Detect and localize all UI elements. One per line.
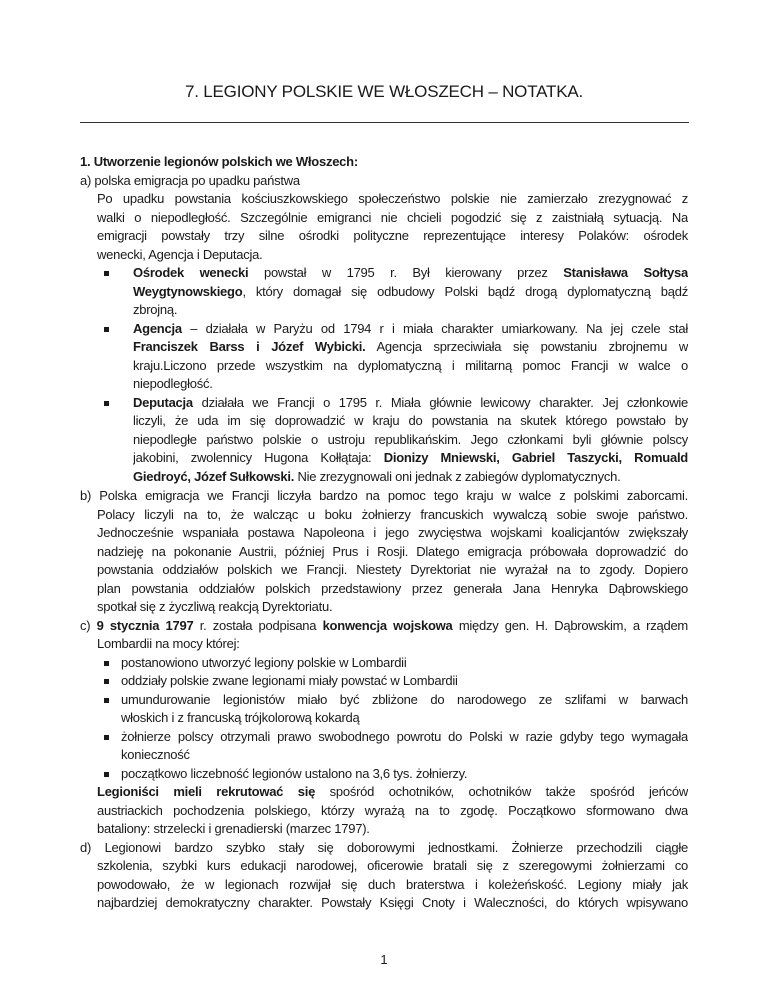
square-bullet-icon: [104, 271, 109, 276]
page-number: 1: [380, 952, 388, 967]
text: początkowo liczebność legionów ustalono na 3,6 tys. żołnierzy.: [121, 765, 468, 781]
square-bullet-icon: [104, 401, 109, 406]
text-line: [97, 635, 688, 653]
text: zbrojną.: [133, 302, 178, 317]
text: walki o niepodległość. Szczególnie emigranci nie chcieli pogodzić się z zaistniałą sytuacją. Na: [97, 209, 688, 225]
bold-text: Stanisława Sołtysa: [563, 265, 688, 280]
text-line: [133, 394, 688, 412]
text: żołnierze polscy otrzymali prawo swobodnego powrotu do Polski w razie gdyby tego wymagała: [121, 728, 688, 744]
bold-text: Ośrodek wenecki: [133, 265, 249, 280]
bold-text: Agencja: [133, 320, 182, 336]
text-line: [80, 172, 688, 190]
text: c): [80, 617, 97, 633]
square-bullet-icon: [104, 661, 109, 666]
text: jakobini, zwolennicy Hugona Kołłątaja:: [133, 450, 384, 465]
text-line: [97, 227, 688, 245]
square-bullet-icon: [104, 772, 109, 777]
bold-text: Giedroyć, Józef Sułkowski.: [133, 468, 295, 484]
text: Agencja sprzeciwiała się powstaniu zbrojnemu w: [365, 339, 688, 354]
bold-text: 9 stycznia 1797: [96, 617, 194, 633]
bold-text: konwencja wojskowa: [322, 617, 453, 633]
bold-text: Franciszek Barss i Józef Wybicki.: [133, 339, 366, 354]
text-line: [133, 320, 688, 338]
text: liczyli, że uda im się doprowadzić w kraju do powstania na skutek którego powstało by: [133, 413, 688, 428]
text-line: [121, 746, 688, 764]
text: a) polska emigracja po upadku państwa: [80, 172, 300, 188]
text: powstał w 1795 r. Był kierowany przez: [248, 265, 564, 280]
text-line: [121, 672, 688, 690]
text: r. została podpisana: [193, 617, 323, 633]
text: konieczność: [121, 747, 190, 762]
text-line: [97, 506, 688, 524]
text-line: [97, 561, 688, 579]
text-line: [97, 876, 688, 894]
text-line: [97, 783, 688, 801]
square-bullet-icon: [104, 698, 109, 703]
text: powstania oddziałów polskich we Francji. Niestety Dyrektoriat nie wyrażał na to zgody. Dopiero: [97, 562, 688, 577]
text: szkolenia, szybki kurs edukacji narodowej, oficerowie bratali się z szeregowymi żołnierzami co: [97, 858, 688, 873]
text: umundurowanie legionistów miało być zbliżone do narodowego ze szlifami w barwach: [121, 691, 688, 707]
text: Po upadku powstania kościuszkowskiego społeczeństwo polskie nie zamierzało zrezygnować z: [97, 191, 688, 206]
text-line: [133, 412, 688, 430]
text: kraju.Liczono przede wszystkim na dyplomatyczną i militarną pomoc Francji w walce o: [133, 357, 688, 373]
text: d) Legionowi bardzo szybko stały się doborowymi jednostkami. Żołnierze przechodzili ciągłe: [80, 839, 688, 855]
text-line: [133, 301, 688, 319]
text: emigracji powstały trzy silne ośrodki polityczne reprezentujące interesy Polaków: ośrodek: [97, 228, 688, 243]
title-underline: [80, 122, 689, 123]
text: b) Polska emigracja we Francji liczyła bardzo na pomoc tego kraju w walce z polskimi zaborcami.: [80, 488, 688, 503]
bold-text: Dionizy Mniewski, Gabriel Taszycki, Romuald: [383, 450, 688, 465]
text: austriackich pochodzenia polskiego, którzy wyrażą na to zgodę. Początkowo sformowano dwa: [97, 802, 688, 818]
text-line: [133, 375, 688, 393]
bold-text: Weygtynowskiego: [133, 283, 243, 299]
text: powodowało, że w legionach rozwijał się duch braterstwa i koleżeńskość. Legiony miały jak: [97, 876, 688, 892]
text-line: [97, 246, 688, 264]
text-line: [121, 765, 688, 783]
text: nadzieję na pokonanie Austrii, później Prus i Rosji. Dlatego emigracja próbowała doprowadzić do: [97, 543, 688, 559]
text-line: [97, 894, 688, 912]
text: oddziały polskie zwane legionami miały powstać w Lombardii: [121, 673, 458, 688]
text: najbardziej demokratyczny charakter. Powstały Księgi Cnoty i Waleczności, do których wpisywano: [97, 895, 688, 910]
page-title: 7. LEGIONY POLSKIE WE WŁOSZECH – NOTATKA.: [184, 82, 583, 101]
text-line: [97, 524, 688, 542]
text: Nie zrezygnowali oni jednak z zabiegów dyplomatycznych.: [294, 468, 621, 484]
text-line: [97, 820, 688, 838]
text: bataliony: strzelecki i grenadierski (marzec 1797).: [97, 821, 370, 836]
square-bullet-icon: [104, 327, 109, 332]
text: plan powstania oddziałów polskich przedstawiony przez generała Jana Henryka Dąbrowskiego: [97, 580, 688, 596]
text-line: [121, 654, 688, 672]
text-line: [133, 357, 688, 375]
text-line: [97, 857, 688, 875]
text-line: [97, 802, 688, 820]
text-line: [133, 468, 688, 486]
text: – działała w Paryżu od 1794 r i miała charakter umiarkowany. Na jej czele stał: [181, 320, 688, 336]
text-line: [133, 283, 688, 301]
bold-text: Legioniści mieli rekrutować się: [97, 784, 316, 799]
text-line: [97, 543, 688, 561]
text-line: [97, 190, 688, 208]
text-line: [133, 264, 688, 282]
text-line: [80, 487, 688, 505]
text-line: [133, 431, 688, 449]
text: włoskich i z francuską trójkolorową kokardą: [121, 710, 360, 725]
text-line: [121, 709, 688, 727]
text: spotkał się z życzliwą reakcją Dyrektoriatu.: [97, 599, 333, 614]
square-bullet-icon: [104, 735, 109, 740]
text-line: [133, 338, 688, 356]
text: , który domagał się odbudowy Polski bądź drogą dyplomatyczną bądź: [242, 283, 688, 299]
text: niepodległość.: [133, 376, 213, 391]
text-line: [121, 728, 688, 746]
text: Jednocześnie wspaniała postawa Napoleona i jego zwycięstwa wojskami koalicjantów zwiększały: [97, 525, 688, 540]
text-line: [97, 209, 688, 227]
bold-text: 1. Utworzenie legionów polskich we Włoszech:: [80, 154, 358, 169]
text: spośród ochotników, ochotników także spośród jeńców: [315, 784, 688, 799]
square-bullet-icon: [104, 679, 109, 684]
bold-text: Deputacja: [133, 394, 193, 410]
text-line: [80, 153, 688, 171]
text: niepodległe państwo polskie o ustroju republikańskim. Jego członkami byli głównie polscy: [133, 431, 688, 447]
text-line: [80, 617, 688, 635]
text-line: [97, 580, 688, 598]
text-line: [80, 839, 688, 857]
text-line: [121, 691, 688, 709]
text: działała we Francji o 1795 r. Miała głównie lewicowy charakter. Jej członkowie: [192, 394, 688, 410]
text: między gen. H. Dąbrowskim, a rządem: [452, 617, 688, 633]
text: Polacy liczyli na to, że walcząc u boku żołnierzy francuskich wywalczą sobie swoje państwo.: [97, 506, 688, 522]
text-line: [133, 449, 688, 467]
text: Lombardii na mocy której:: [97, 636, 240, 651]
text-line: [97, 598, 688, 616]
text: postanowiono utworzyć legiony polskie w Lombardii: [121, 654, 407, 670]
text: wenecki, Agencja i Deputacja.: [97, 246, 263, 262]
